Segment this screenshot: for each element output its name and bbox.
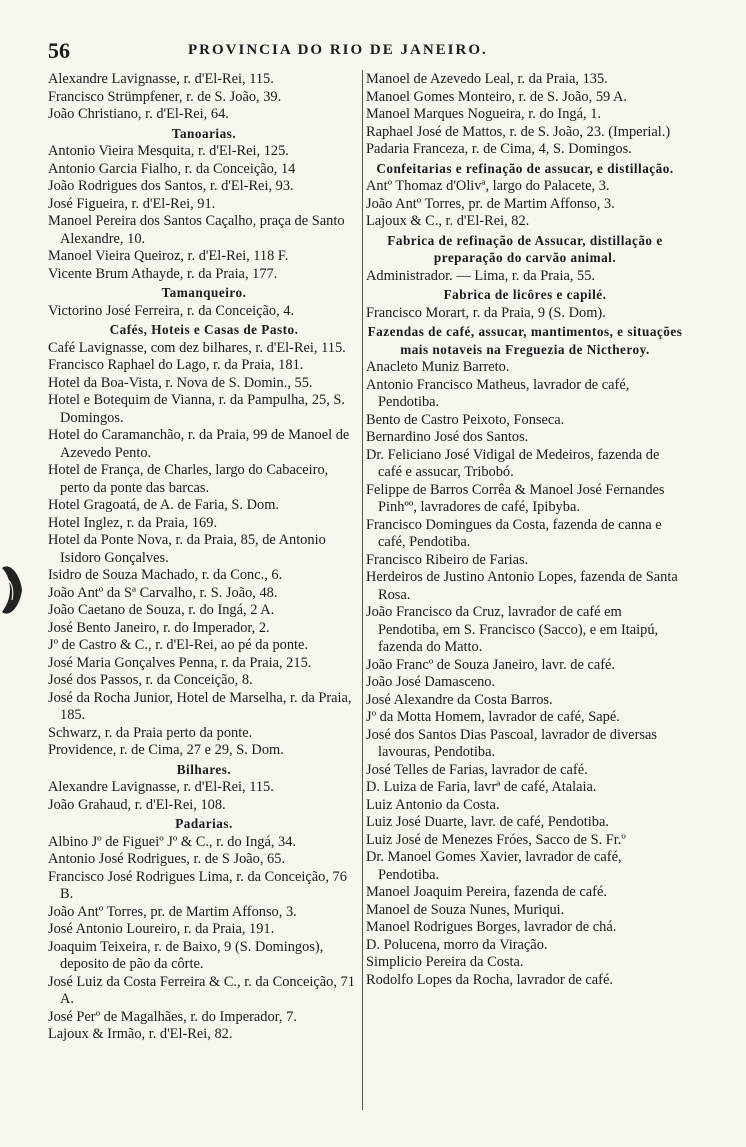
directory-entry: Antº Thomaz d'Olivª, largo do Palacete, 3. [366,178,610,194]
section-heading: Tanoarias. [171,125,237,141]
directory-entry: João Antº Torres, pr. de Martim Affonso, 3. [48,903,297,920]
directory-entry: Manoel Joaquim Pereira, fazenda de café. [366,884,607,900]
directory-entry: Alexandre Lavignasse, r. d'El-Rei, 115. [48,779,274,795]
directory-entry: Antonio Francisco Matheus, lavrador de café, Pendotiba. [366,376,630,410]
directory-entry: Luiz Antonio da Costa. [366,796,500,813]
directory-entry: José Maria Gonçalves Penna, r. da Praia, 215. [48,654,312,671]
directory-entry: Antonio Garcia Fialho, r. da Conceição, 14 [48,160,296,177]
directory-entry: Dr. Manoel Gomes Xavier, lavrador de café, Pendotiba. [366,849,622,883]
directory-entry: João Antº Torres, pr. de Martim Affonso, 3. [366,195,615,212]
directory-entry: Isidro de Souza Machado, r. da Conc., 6. [48,567,283,583]
directory-entry: Manoel de Souza Nunes, Muriqui. [366,901,565,918]
directory-entry: Padaria Franceza, r. de Cima, 4, S. Domingos. [366,141,632,157]
directory-entry: Victorino José Ferreira, r. da Conceição, 4. [48,302,295,319]
directory-entry: José Bento Janeiro, r. do Imperador, 2. [48,619,270,636]
directory-entry: D. Polucena, morro da Viração. [366,936,548,953]
directory-entry: Luiz José de Menezes Fróes, Sacco de S. Fr.º [366,831,626,848]
directory-entry: Simplicio Pereira da Costa. [366,954,524,970]
directory-entry: Lajoux & C., r. d'El-Rei, 82. [366,213,530,229]
directory-entry: Antonio Vieira Mesquita, r. d'El-Rei, 125. [48,143,289,159]
directory-entry: Hotel de França, de Charles, largo do Cabaceiro, perto da ponte das barcas. [48,462,329,496]
directory-entry: Manoel Gomes Monteiro, r. de S. João, 59 A. [366,88,628,105]
section-heading: Padarias. [175,816,233,831]
directory-entry: Francisco Ribeiro de Farias. [366,551,529,568]
directory-entry: Anacleto Muniz Barreto. [366,359,510,375]
directory-entry: Alexandre Lavignasse, r. d'El-Rei, 115. [48,71,274,87]
section-heading: Fazendas de café, assucar, mantimentos, e situações mais notaveis na Freguezia de Nictheroy. [367,324,683,357]
left-column [48,71,360,1044]
running-title: PROVINCIA DO RIO DE JANEIRO. [188,42,488,58]
directory-entry: Francisco Strümpfener, r. de S. João, 39. [48,88,282,105]
directory-entry: D. Luiza de Faria, lavrª de café, Atalaia. [366,779,597,795]
directory-entry: José Telles de Farias, lavrador de café. [366,761,588,778]
section-heading: Fabrica de refinação de Assucar, distillação e preparação do carvão animal. [387,232,663,265]
directory-entry: Manoel de Azevedo Leal, r. da Praia, 135. [366,71,608,87]
directory-entry: Hotel e Botequim de Vianna, r. da Pampulha, 25, S. Domingos. [48,392,346,426]
directory-entry: João Francº de Souza Janeiro, lavr. de café. [366,656,616,673]
section-heading: Confeitarias e refinação de assucar, e distillação. [376,160,674,176]
directory-entry: Lajoux & Irmão, r. d'El-Rei, 82. [48,1026,233,1042]
page-header [48,38,724,62]
directory-entry: Francisco Domingues da Costa, fazenda de canna e café, Pendotiba. [366,516,662,550]
directory-entry: Vicente Brum Athayde, r. da Praia, 177. [48,265,278,282]
directory-entry: Hotel da Ponte Nova, r. da Praia, 85, de Antonio Isidoro Gonçalves. [48,532,326,566]
section-heading: Cafés, Hoteis e Casas de Pasto. [109,322,299,337]
directory-entry: Schwarz, r. da Praia perto da ponte. [48,724,253,741]
directory-entry: Bernardino José dos Santos. [366,429,529,445]
directory-entry: Antonio José Rodrigues, r. de S João, 65. [48,851,286,867]
directory-entry: Herdeiros de Justino Antonio Lopes, fazenda de Santa Rosa. [366,569,678,603]
directory-entry: José Antonio Loureiro, r. da Praia, 191. [48,921,275,937]
directory-entry: José dos Passos, r. da Conceição, 8. [48,672,253,688]
directory-entry: José da Rocha Junior, Hotel de Marselha, r. da Praia, 185. [48,689,352,723]
directory-entry: João Christiano, r. d'El-Rei, 64. [48,106,229,122]
directory-entry: Francisco Morart, r. da Praia, 9 (S. Dom). [366,304,606,321]
column-divider [362,70,363,1110]
directory-entry: Felippe de Barros Corrêa & Manoel José Fernandes Pinhºº, lavradores de café, Ipibyba. [366,481,665,515]
section-heading: Bilhares. [176,761,232,777]
directory-entry: Hotel Inglez, r. da Praia, 169. [48,514,218,531]
directory-entry: Rodolfo Lopes da Rocha, lavrador de café. [366,971,613,988]
directory-entry: Manoel Rodrigues Borges, lavrador de chá. [366,919,617,935]
directory-entry: Hotel do Caramanchão, r. da Praia, 99 de Manoel de Azevedo Pento. [48,427,350,461]
directory-entry: Hotel da Boa-Vista, r. Nova de S. Domin., 55. [48,374,313,391]
directory-entry: José dos Santos Dias Pascoal, lavrador de diversas lavouras, Pendotiba. [366,726,657,760]
directory-entry: Manoel Marques Nogueira, r. do Ingá, 1. [366,106,601,122]
directory-entry: Francisco Raphael do Lago, r. da Praia, 181. [48,357,304,373]
directory-entry: Raphael José de Mattos, r. de S. João, 23. (Imperial.) [366,123,671,140]
directory-entry: Bento de Castro Peixoto, Fonseca. [366,411,565,428]
directory-entry: João Francisco da Cruz, lavrador de café em Pendotiba, em S. Francisco (Sacco), e em Itaipú, fazenda do Matto. [366,604,659,655]
directory-entry: Café Lavignasse, com dez bilhares, r. d'El-Rei, 115. [48,339,346,356]
directory-entry: José Perº de Magalhães, r. do Imperador, 7. [48,1008,297,1025]
directory-entry: Administrador. — Lima, r. da Praia, 55. [366,267,596,284]
directory-entry: Manoel Vieira Queiroz, r. d'El-Rei, 118 F. [48,248,289,264]
directory-entry: José Luiz da Costa Ferreira & C., r. da Conceição, 71 A. [48,973,355,1007]
directory-entry: João Grahaud, r. d'El-Rei, 108. [48,796,226,813]
directory-entry: José Figueira, r. d'El-Rei, 91. [48,195,216,212]
directory-entry: Providence, r. de Cima, 27 e 29, S. Dom. [48,742,284,758]
directory-entry: João José Damasceno. [366,674,496,690]
directory-entry: Francisco José Rodrigues Lima, r. da Conceição, 76 B. [48,868,347,902]
directory-entry: João Antº da Sª Carvalho, r. S. João, 48. [48,584,278,601]
directory-entry: Joaquim Teixeira, r. de Baixo, 9 (S. Domingos), deposito de pão da côrte. [48,938,324,972]
directory-entry: Dr. Feliciano José Vidigal de Medeiros, fazenda de café e assucar, Tribobó. [366,446,660,480]
section-heading: Tamanqueiro. [161,285,247,300]
directory-entry: Albino Jº de Figueiº Jº & C., r. do Ingá, 34. [48,833,297,850]
ink-blot-decoration [0,560,24,620]
directory-entry: José Alexandre da Costa Barros. [366,691,553,708]
directory-entry: João Caetano de Souza, r. do Ingá, 2 A. [48,602,275,618]
directory-entry: Jº de Castro & C., r. d'El-Rei, ao pé da ponte. [48,637,309,653]
directory-entry: Manoel Pereira dos Santos Caçalho, praça de Santo Alexandre, 10. [48,213,345,247]
right-column [366,71,684,989]
page-number: 56 [48,38,70,63]
directory-entry: Hotel Gragoatá, de A. de Faria, S. Dom. [48,497,279,513]
section-heading: Fabrica de licôres e capilé. [443,287,607,302]
directory-entry: Jº da Motta Homem, lavrador de café, Sapé. [366,709,620,725]
directory-entry: Luiz José Duarte, lavr. de café, Pendotiba. [366,814,609,830]
directory-entry: João Rodrigues dos Santos, r. d'El-Rei, 93. [48,178,294,194]
